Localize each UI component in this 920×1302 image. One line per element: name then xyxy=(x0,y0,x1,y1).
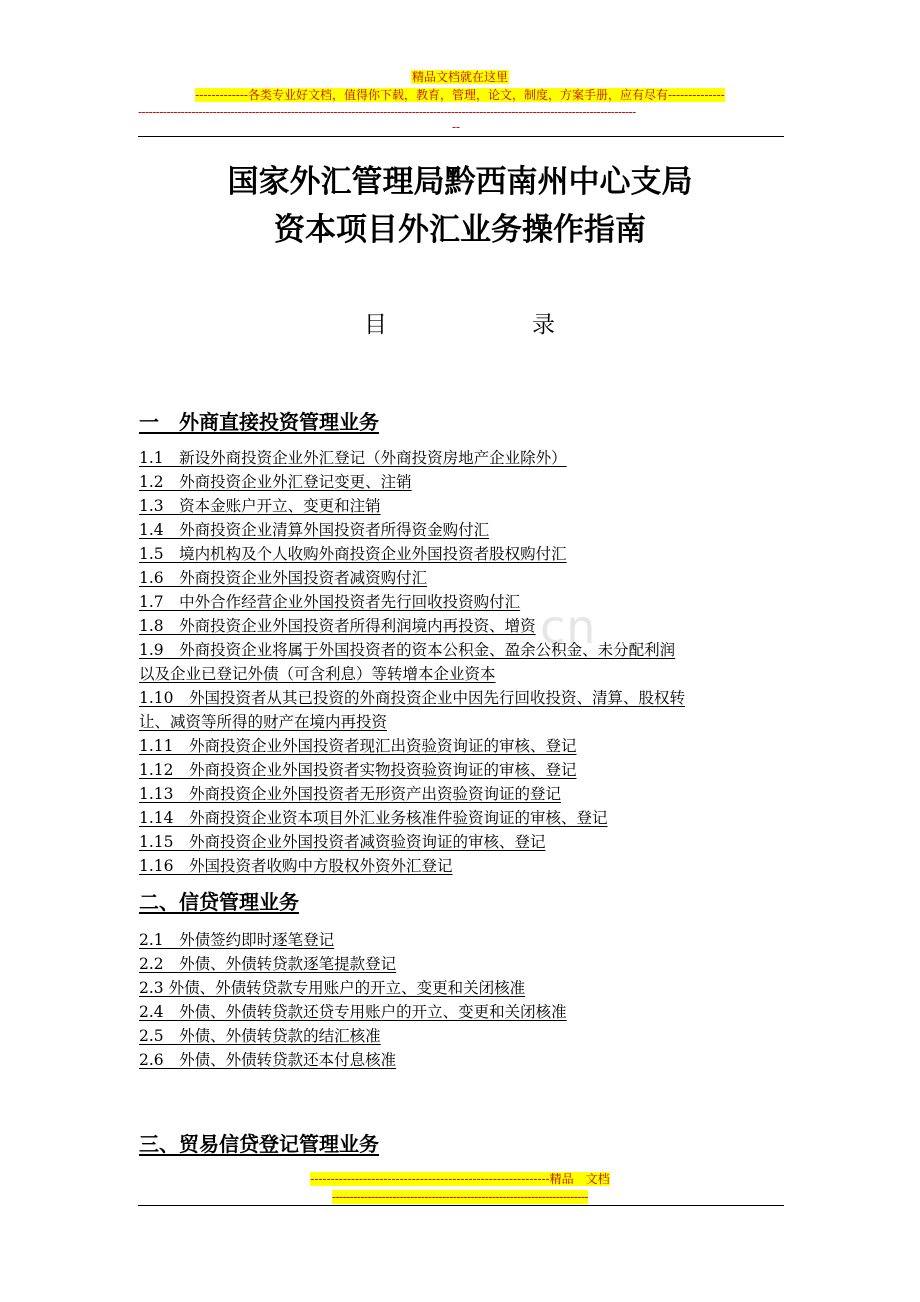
toc-item[interactable]: 1.14 外商投资企业资本项目外汇业务核准件验资询证的审核、登记 xyxy=(139,809,608,827)
toc-item[interactable]: 1.10 外国投资者从其已投资的外商投资企业中因先行回收投资、清算、股权转 xyxy=(139,689,686,707)
header-promo xyxy=(0,84,920,103)
footer-dash-banner xyxy=(0,1186,920,1205)
toc-item[interactable]: 1.12 外商投资企业外国投资者实物投资验资询证的审核、登记 xyxy=(139,761,577,779)
toc-heading-char1: 目 xyxy=(364,312,387,338)
footer-banner xyxy=(0,1168,920,1187)
toc-heading-char2: 录 xyxy=(532,312,555,338)
footer-dash-line: ------------------------------------------------------------------------ xyxy=(332,1190,588,1204)
header-banner xyxy=(0,66,920,85)
toc-item[interactable]: 1.16 外国投资者收购中方股权外资外汇登记 xyxy=(139,857,453,875)
toc-item[interactable]: 1.4 外商投资企业清算外国投资者所得资金购付汇 xyxy=(139,521,490,539)
toc-item[interactable]: 1.15 外商投资企业外国投资者减资验资询证的审核、登记 xyxy=(139,833,546,851)
toc-item[interactable]: 1.9 外商投资企业将属于外国投资者的资本公积金、盈余公积金、未分配利润 xyxy=(139,641,676,659)
toc-item[interactable]: 1.3 资本金账户开立、变更和注销 xyxy=(139,497,381,515)
header-dash-tail: -- xyxy=(452,120,461,134)
document-title-line2: 资本项目外汇业务操作指南 xyxy=(274,212,646,248)
footer-rule xyxy=(138,1205,784,1206)
toc-item[interactable]: 1.8 外商投资企业外国投资者所得利润境内再投资、增资 xyxy=(139,617,536,635)
document-title-line1: 国家外汇管理局黔西南州中心支局 xyxy=(227,164,693,200)
toc-item[interactable]: 2.2 外债、外债转贷款逐笔提款登记 xyxy=(139,955,397,973)
toc-item[interactable]: 2.3 外债、外债转贷款专用账户的开立、变更和关闭核准 xyxy=(139,979,526,997)
footer-tagline: -----------------------------------------------------------精品 文档 xyxy=(310,1172,610,1186)
toc-item[interactable]: 1.1 新设外商投资企业外汇登记（外商投资房地产企业除外） xyxy=(139,449,567,467)
toc-section-3[interactable]: 三、贸易信贷登记管理业务 xyxy=(139,1132,379,1156)
toc-item-continuation[interactable]: 让、减资等所得的财产在境内再投资 xyxy=(139,713,388,731)
toc-item[interactable]: 2.4 外债、外债转贷款还贷专用账户的开立、变更和关闭核准 xyxy=(139,1003,567,1021)
header-rule xyxy=(138,136,784,137)
toc-section-1[interactable]: 一 外商直接投资管理业务 xyxy=(139,410,379,434)
toc-item[interactable]: 1.13 外商投资企业外国投资者无形资产出资验资询证的登记 xyxy=(139,785,562,803)
toc-item[interactable]: 1.2 外商投资企业外汇登记变更、注销 xyxy=(139,473,412,491)
toc-item-continuation[interactable]: 以及企业已登记外债（可含利息）等转增本企业资本 xyxy=(139,665,496,683)
toc-item[interactable]: 1.5 境内机构及个人收购外商投资企业外国投资者股权购付汇 xyxy=(139,545,567,563)
watermark-text: cn xyxy=(540,600,597,654)
header-dash-line: -------------------------------------------------------------------------------------------------------------------------------------------- xyxy=(138,105,636,119)
toc-item[interactable]: 1.11 外商投资企业外国投资者现汇出资验资询证的审核、登记 xyxy=(139,737,577,755)
toc-item[interactable]: 2.6 外债、外债转贷款还本付息核准 xyxy=(139,1051,397,1069)
toc-item[interactable]: 1.7 中外合作经营企业外国投资者先行回收投资购付汇 xyxy=(139,593,521,611)
toc-item[interactable]: 2.5 外债、外债转贷款的结汇核准 xyxy=(139,1027,381,1045)
toc-item[interactable]: 2.1 外债签约即时逐笔登记 xyxy=(139,931,335,949)
toc-item[interactable]: 1.6 外商投资企业外国投资者减资购付汇 xyxy=(139,569,428,587)
header-promo-text: -------------各类专业好文档，值得你下载，教育，管理，论文，制度，方案手册，应有尽有-------------- xyxy=(195,88,725,102)
header-tagline: 精品文档就在这里 xyxy=(411,70,508,84)
toc-section-2[interactable]: 二、信贷管理业务 xyxy=(139,890,299,914)
